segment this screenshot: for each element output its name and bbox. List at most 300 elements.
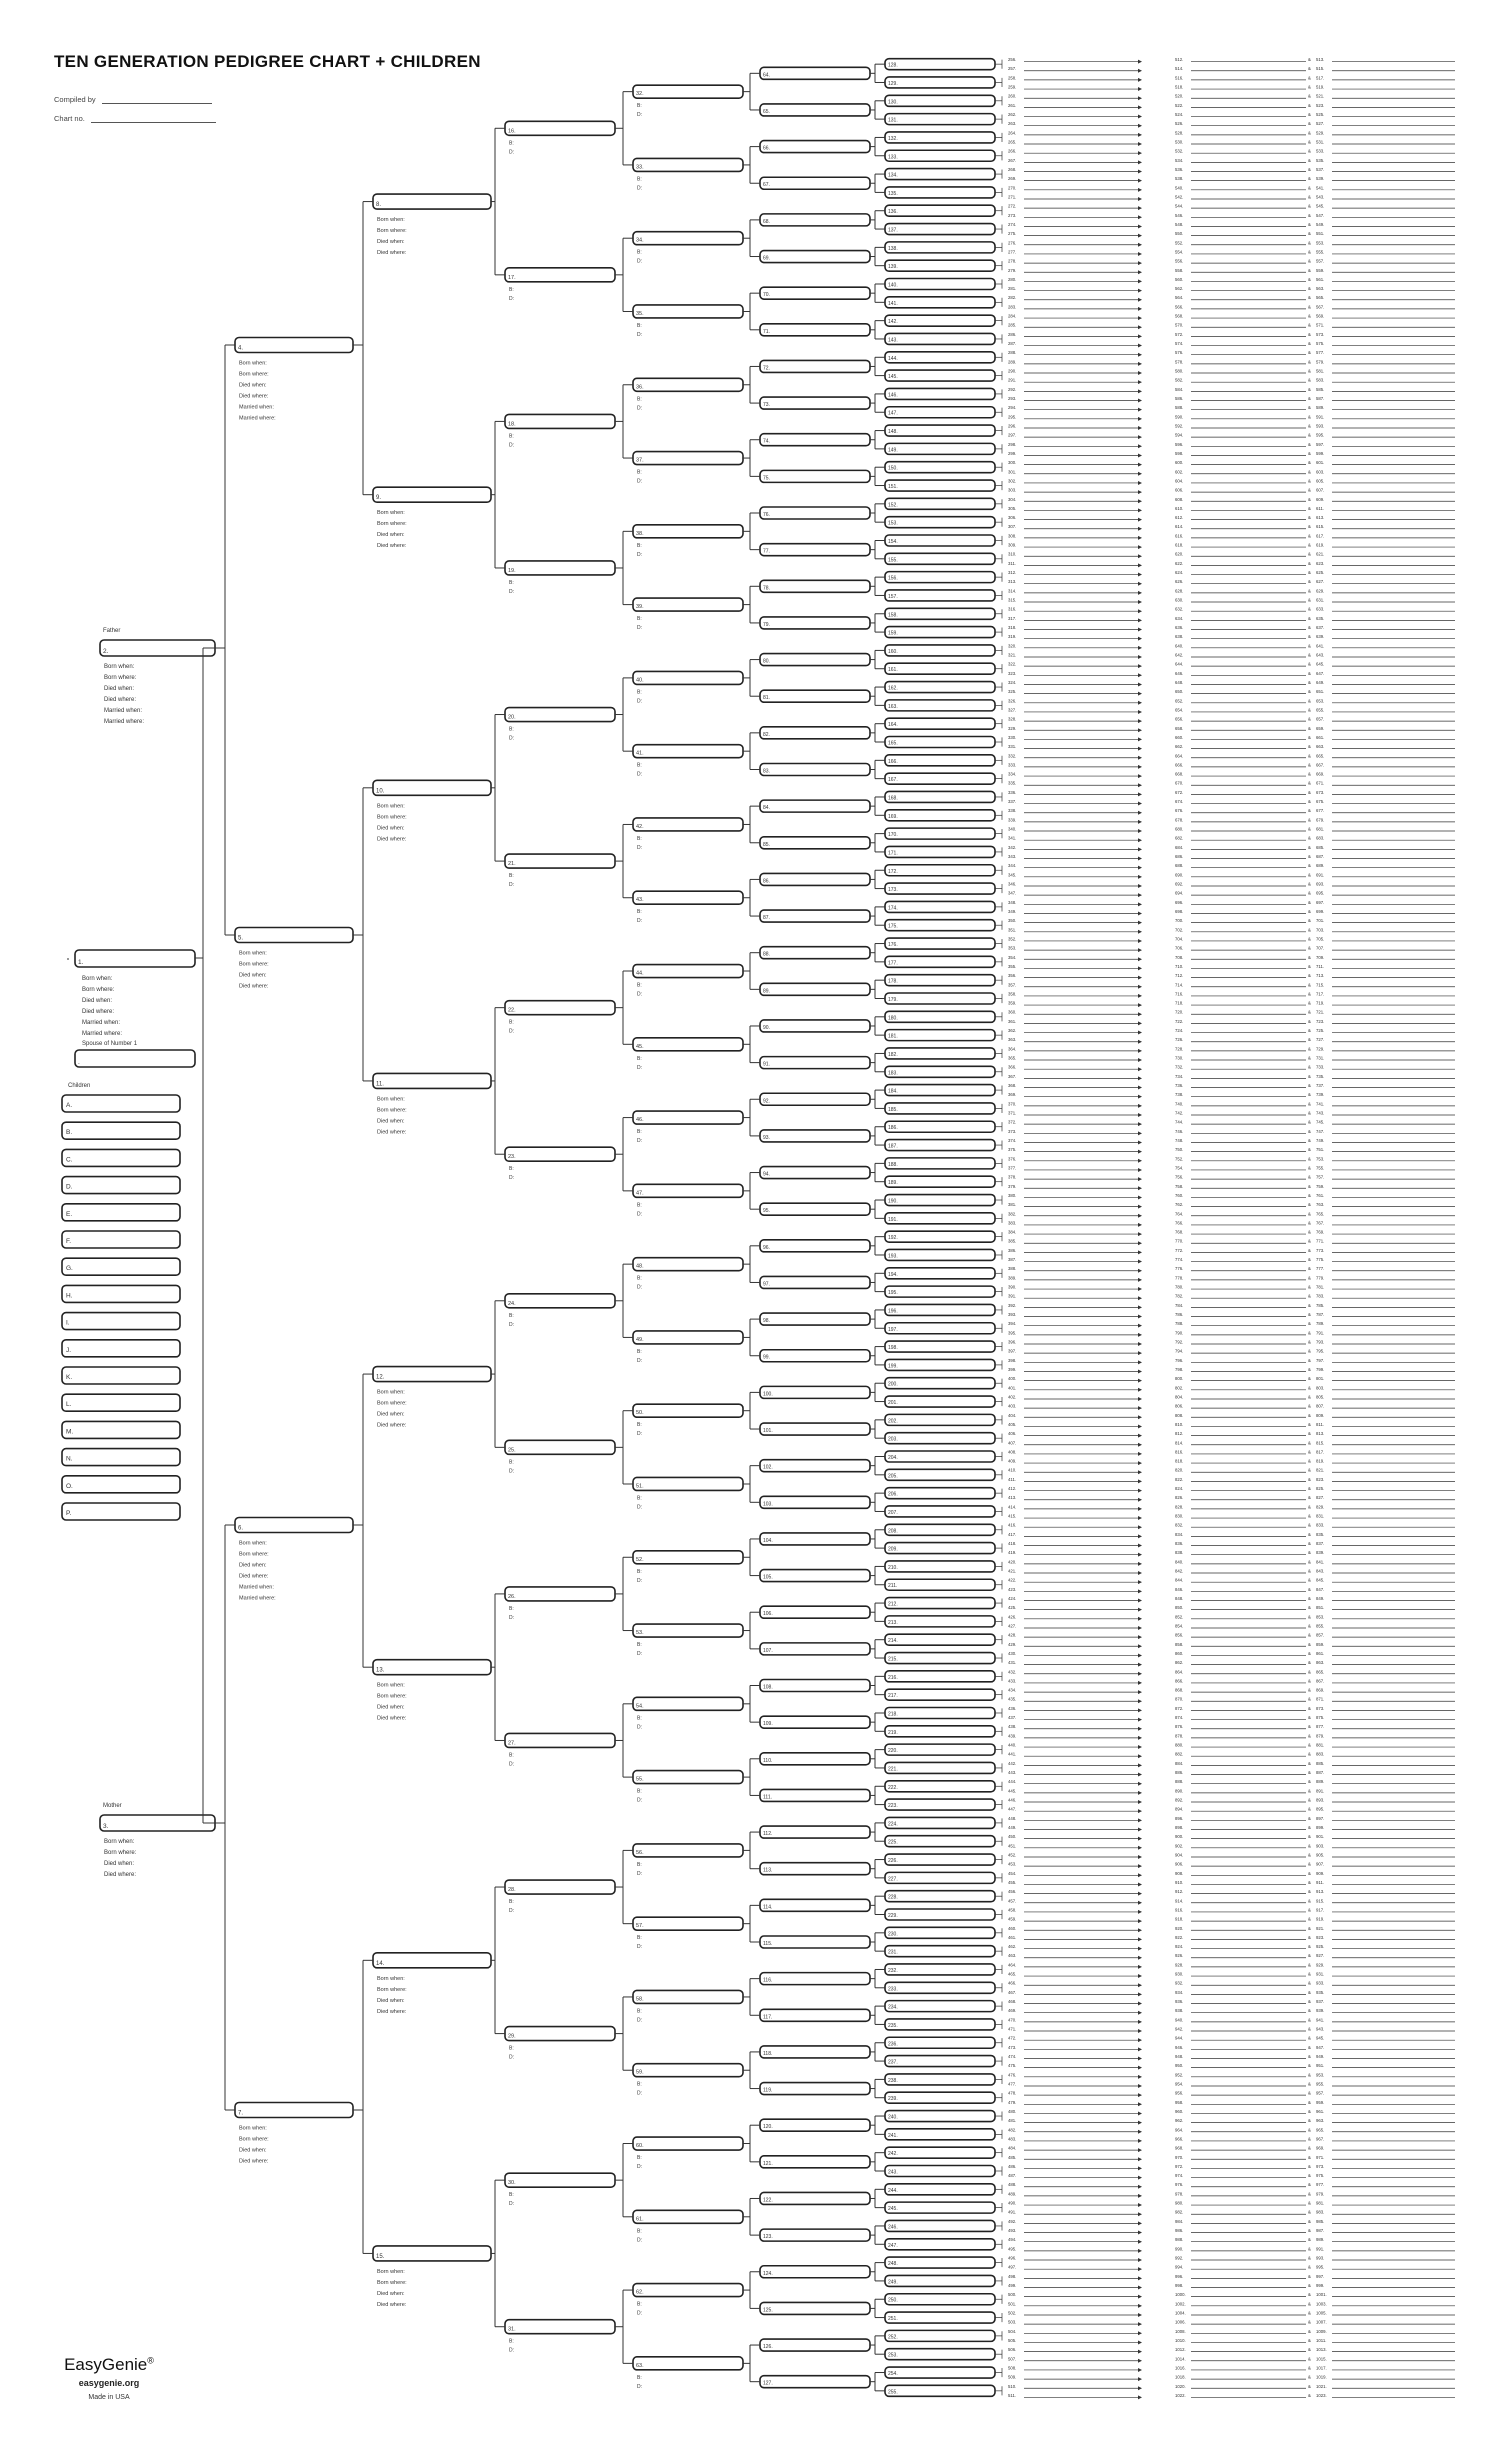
person-229-box[interactable] — [885, 1909, 995, 1920]
person-120-box[interactable] — [760, 2119, 870, 2131]
person-173-box[interactable] — [885, 883, 995, 894]
person-113-box[interactable] — [760, 1863, 870, 1875]
person-133-box[interactable] — [885, 150, 995, 161]
person-179-box[interactable] — [885, 993, 995, 1004]
person-136-box[interactable] — [885, 205, 995, 216]
person-110-box-number: 110. — [763, 1757, 773, 1764]
person-228-box[interactable] — [885, 1891, 995, 1902]
person-160-box[interactable] — [885, 645, 995, 656]
person-75-box[interactable] — [760, 470, 870, 482]
person-42-box[interactable] — [633, 818, 743, 831]
person-149-box[interactable] — [885, 443, 995, 454]
person-144-box[interactable] — [885, 352, 995, 363]
person-252-box[interactable] — [885, 2330, 995, 2341]
person-110-box[interactable] — [760, 1753, 870, 1765]
person-246-box[interactable] — [885, 2220, 995, 2231]
person-112-box[interactable] — [760, 1826, 870, 1838]
person-1-box[interactable] — [75, 950, 195, 967]
person-211-box[interactable] — [885, 1579, 995, 1590]
person-63-box[interactable] — [633, 2357, 743, 2370]
person-193-box[interactable] — [885, 1249, 995, 1260]
person-61-box[interactable] — [633, 2210, 743, 2223]
person-24-box[interactable] — [505, 1294, 615, 1308]
person-146-box[interactable] — [885, 388, 995, 399]
person-250-box[interactable] — [885, 2294, 995, 2305]
person-169-box[interactable] — [885, 810, 995, 821]
person-147-box[interactable] — [885, 407, 995, 418]
person-223-box[interactable] — [885, 1799, 995, 1810]
person-227-box[interactable] — [885, 1872, 995, 1883]
person-184-box[interactable] — [885, 1085, 995, 1096]
person-83-box[interactable] — [760, 763, 870, 775]
person-185-box[interactable] — [885, 1103, 995, 1114]
person-19-box[interactable] — [505, 561, 615, 575]
person-216-box[interactable] — [885, 1671, 995, 1682]
person-213-box[interactable] — [885, 1616, 995, 1627]
person-93-box[interactable] — [760, 1130, 870, 1142]
person-10-box[interactable] — [373, 780, 491, 795]
person-233-box[interactable] — [885, 1982, 995, 1993]
person-205-box[interactable] — [885, 1469, 995, 1480]
person-237-box[interactable] — [885, 2056, 995, 2067]
person-46-box[interactable] — [633, 1111, 743, 1124]
and-separator: & — [1308, 359, 1311, 365]
person-118-box[interactable] — [760, 2046, 870, 2058]
person-57-box[interactable] — [633, 1917, 743, 1930]
person-128-box[interactable] — [885, 59, 995, 70]
person-52-box[interactable] — [633, 1551, 743, 1564]
person-222-box[interactable] — [885, 1781, 995, 1792]
arrow-icon — [1138, 563, 1142, 567]
person-998-number: 998. — [1175, 2282, 1184, 2288]
child-box[interactable] — [62, 1449, 180, 1466]
person-255-box[interactable] — [885, 2385, 995, 2396]
person-12-box[interactable] — [373, 1367, 491, 1382]
person-134-box[interactable] — [885, 169, 995, 180]
person-43-box[interactable] — [633, 891, 743, 904]
person-13-box[interactable] — [373, 1660, 491, 1675]
person-92-box[interactable] — [760, 1093, 870, 1105]
person-26-box[interactable] — [505, 1587, 615, 1601]
person-123-box[interactable] — [760, 2229, 870, 2241]
person-58-box[interactable] — [633, 1990, 743, 2003]
person-59-box[interactable] — [633, 2064, 743, 2077]
person-214-box[interactable] — [885, 1634, 995, 1645]
person-31-box[interactable] — [505, 2320, 615, 2334]
person-14-detail: Born where: — [377, 1986, 407, 1993]
person-186-box[interactable] — [885, 1121, 995, 1132]
person-196-box[interactable] — [885, 1304, 995, 1315]
person-95-box[interactable] — [760, 1203, 870, 1215]
and-separator: & — [1308, 1696, 1311, 1702]
person-129-box[interactable] — [885, 77, 995, 88]
person-140-box[interactable] — [885, 279, 995, 290]
child-box[interactable] — [62, 1177, 180, 1194]
person-239-box[interactable] — [885, 2092, 995, 2103]
person-161-box[interactable] — [885, 663, 995, 674]
person-218-box[interactable] — [885, 1707, 995, 1718]
person-165-box[interactable] — [885, 737, 995, 748]
person-131-box[interactable] — [885, 114, 995, 125]
person-91-box[interactable] — [760, 1057, 870, 1069]
person-192-box[interactable] — [885, 1231, 995, 1242]
child-box[interactable] — [62, 1313, 180, 1330]
person-111-box[interactable] — [760, 1789, 870, 1801]
person-102-box[interactable] — [760, 1460, 870, 1472]
person-248-box[interactable] — [885, 2257, 995, 2268]
person-30-box[interactable] — [505, 2173, 615, 2187]
person-852-number: 852. — [1175, 1614, 1184, 1620]
person-35-box[interactable] — [633, 305, 743, 318]
child-box[interactable] — [62, 1285, 180, 1302]
person-55-box[interactable] — [633, 1771, 743, 1784]
person-166-box[interactable] — [885, 755, 995, 766]
person-47-box[interactable] — [633, 1184, 743, 1197]
person-150-box[interactable] — [885, 462, 995, 473]
person-141-box[interactable] — [885, 297, 995, 308]
person-126-box[interactable] — [760, 2339, 870, 2351]
person-78-box[interactable] — [760, 580, 870, 592]
person-27-box[interactable] — [505, 1733, 615, 1747]
person-68-box-number: 68. — [763, 218, 770, 225]
person-73-box[interactable] — [760, 397, 870, 409]
person-70-box[interactable] — [760, 287, 870, 299]
person-107-box[interactable] — [760, 1643, 870, 1655]
person-127-box[interactable] — [760, 2376, 870, 2388]
person-86-box[interactable] — [760, 873, 870, 885]
person-288-number: 288. — [1008, 350, 1017, 356]
person-145-box[interactable] — [885, 370, 995, 381]
person-162-box[interactable] — [885, 682, 995, 693]
person-100-box[interactable] — [760, 1386, 870, 1398]
person-704-number: 704. — [1175, 936, 1184, 942]
person-215-box[interactable] — [885, 1653, 995, 1664]
person-32-box[interactable] — [633, 85, 743, 98]
person-39-box[interactable] — [633, 598, 743, 611]
person-156-box[interactable] — [885, 572, 995, 583]
person-41-box[interactable] — [633, 745, 743, 758]
person-247-box[interactable] — [885, 2239, 995, 2250]
person-314-number: 314. — [1008, 588, 1017, 594]
person-157-box[interactable] — [885, 590, 995, 601]
person-189-box[interactable] — [885, 1176, 995, 1187]
and-separator: & — [1308, 524, 1311, 530]
person-633-number: 633. — [1316, 606, 1325, 612]
person-82-box[interactable] — [760, 727, 870, 739]
person-164-box[interactable] — [885, 718, 995, 729]
child-box[interactable] — [62, 1231, 180, 1248]
person-40-box[interactable] — [633, 671, 743, 684]
person-37-box[interactable] — [633, 452, 743, 465]
person-74-box[interactable] — [760, 434, 870, 446]
person-246-box-number: 246. — [888, 2224, 898, 2231]
person-167-box[interactable] — [885, 773, 995, 784]
person-234-box[interactable] — [885, 2001, 995, 2012]
person-18-box[interactable] — [505, 414, 615, 428]
person-17-box[interactable] — [505, 268, 615, 282]
person-5-box[interactable] — [235, 928, 353, 943]
person-115-box[interactable] — [760, 1936, 870, 1948]
person-76-box[interactable] — [760, 507, 870, 519]
person-64-box[interactable] — [760, 67, 870, 79]
person-212-box[interactable] — [885, 1598, 995, 1609]
arrow-icon — [1138, 600, 1142, 604]
person-221-box[interactable] — [885, 1762, 995, 1773]
person-62-box[interactable] — [633, 2284, 743, 2297]
person-224-box[interactable] — [885, 1817, 995, 1828]
person-88-box[interactable] — [760, 947, 870, 959]
person-44-box[interactable] — [633, 965, 743, 978]
person-159-box[interactable] — [885, 627, 995, 638]
child-letter: B. — [66, 1129, 73, 1137]
person-151-box[interactable] — [885, 480, 995, 491]
person-77-box[interactable] — [760, 544, 870, 556]
person-53-box[interactable] — [633, 1624, 743, 1637]
person-105-box[interactable] — [760, 1570, 870, 1582]
person-238-box[interactable] — [885, 2074, 995, 2085]
person-80-box[interactable] — [760, 654, 870, 666]
person-114-box[interactable] — [760, 1899, 870, 1911]
person-16-box[interactable] — [505, 121, 615, 135]
person-168-box[interactable] — [885, 791, 995, 802]
person-103-box[interactable] — [760, 1496, 870, 1508]
person-2-box[interactable] — [100, 640, 215, 656]
child-box[interactable] — [62, 1204, 180, 1221]
person-89-box[interactable] — [760, 983, 870, 995]
person-220-box[interactable] — [885, 1744, 995, 1755]
person-108-box[interactable] — [760, 1680, 870, 1692]
person-124-box[interactable] — [760, 2266, 870, 2278]
person-87-box[interactable] — [760, 910, 870, 922]
person-148-box[interactable] — [885, 425, 995, 436]
person-235-box[interactable] — [885, 2019, 995, 2030]
person-236-box[interactable] — [885, 2037, 995, 2048]
person-251-box[interactable] — [885, 2312, 995, 2323]
arrow-icon — [1138, 802, 1142, 806]
person-183-box[interactable] — [885, 1066, 995, 1077]
person-51-box[interactable] — [633, 1477, 743, 1490]
person-36-box[interactable] — [633, 378, 743, 391]
person-9-box[interactable] — [373, 487, 491, 502]
person-225-box[interactable] — [885, 1836, 995, 1847]
person-21-box[interactable] — [505, 854, 615, 868]
person-195-box[interactable] — [885, 1286, 995, 1297]
person-206-box[interactable] — [885, 1488, 995, 1499]
person-22-box[interactable] — [505, 1001, 615, 1015]
person-182-box[interactable] — [885, 1048, 995, 1059]
person-172-box[interactable] — [885, 865, 995, 876]
person-66-box[interactable] — [760, 141, 870, 153]
person-38-box[interactable] — [633, 525, 743, 538]
person-97-box[interactable] — [760, 1276, 870, 1288]
person-69-box[interactable] — [760, 251, 870, 263]
child-box[interactable] — [62, 1476, 180, 1493]
person-226-box[interactable] — [885, 1854, 995, 1865]
person-15-box[interactable] — [373, 2246, 491, 2261]
person-240-box[interactable] — [885, 2111, 995, 2122]
person-178-box[interactable] — [885, 975, 995, 986]
person-153-box[interactable] — [885, 517, 995, 528]
person-96-box[interactable] — [760, 1240, 870, 1252]
person-119-box[interactable] — [760, 2083, 870, 2095]
person-142-box[interactable] — [885, 315, 995, 326]
person-175-box[interactable] — [885, 920, 995, 931]
person-135-box[interactable] — [885, 187, 995, 198]
person-170-box[interactable] — [885, 828, 995, 839]
person-207-box[interactable] — [885, 1506, 995, 1517]
person-72-box[interactable] — [760, 360, 870, 372]
person-54-box[interactable] — [633, 1697, 743, 1710]
person-241-box[interactable] — [885, 2129, 995, 2140]
person-65-box[interactable] — [760, 104, 870, 116]
person-23-box[interactable] — [505, 1147, 615, 1161]
person-81-box[interactable] — [760, 690, 870, 702]
person-217-box[interactable] — [885, 1689, 995, 1700]
person-29-box[interactable] — [505, 2027, 615, 2041]
person-85-box[interactable] — [760, 837, 870, 849]
person-191-box[interactable] — [885, 1213, 995, 1224]
person-548-number: 548. — [1175, 221, 1184, 227]
person-94-box[interactable] — [760, 1167, 870, 1179]
person-198-box[interactable] — [885, 1341, 995, 1352]
person-202-box[interactable] — [885, 1414, 995, 1425]
arrow-icon — [1138, 966, 1142, 970]
person-201-box[interactable] — [885, 1396, 995, 1407]
person-230-box[interactable] — [885, 1927, 995, 1938]
person-98-box[interactable] — [760, 1313, 870, 1325]
person-3-box[interactable] — [100, 1815, 215, 1831]
person-109-box[interactable] — [760, 1716, 870, 1728]
person-6-box[interactable] — [235, 1518, 353, 1533]
person-194-box[interactable] — [885, 1268, 995, 1279]
person-187-box[interactable] — [885, 1140, 995, 1151]
person-154-box[interactable] — [885, 535, 995, 546]
person-84-box[interactable] — [760, 800, 870, 812]
person-180-box[interactable] — [885, 1011, 995, 1022]
person-243-box[interactable] — [885, 2165, 995, 2176]
person-245-box[interactable] — [885, 2202, 995, 2213]
person-242-box[interactable] — [885, 2147, 995, 2158]
person-254-box[interactable] — [885, 2367, 995, 2378]
person-244-box[interactable] — [885, 2184, 995, 2195]
person-121-box[interactable] — [760, 2156, 870, 2168]
person-359-number: 359. — [1008, 1000, 1017, 1006]
person-878-number: 878. — [1175, 1733, 1184, 1739]
person-171-box[interactable] — [885, 846, 995, 857]
person-71-box[interactable] — [760, 324, 870, 336]
person-48-box[interactable] — [633, 1258, 743, 1271]
person-132-box[interactable] — [885, 132, 995, 143]
person-210-box[interactable] — [885, 1561, 995, 1572]
child-box[interactable] — [62, 1149, 180, 1166]
child-box[interactable] — [62, 1503, 180, 1520]
person-143-box[interactable] — [885, 333, 995, 344]
person-20-box[interactable] — [505, 708, 615, 722]
person-99-box[interactable] — [760, 1350, 870, 1362]
person-204-box[interactable] — [885, 1451, 995, 1462]
person-139-box[interactable] — [885, 260, 995, 271]
person-177-box[interactable] — [885, 956, 995, 967]
person-7-box[interactable] — [235, 2103, 353, 2118]
person-117-box[interactable] — [760, 2009, 870, 2021]
child-box[interactable] — [62, 1122, 180, 1139]
spouse-box[interactable] — [75, 1050, 195, 1067]
child-box[interactable] — [62, 1367, 180, 1384]
person-232-box[interactable] — [885, 1964, 995, 1975]
person-992-number: 992. — [1175, 2255, 1184, 2261]
person-181-box[interactable] — [885, 1030, 995, 1041]
person-50-box[interactable] — [633, 1404, 743, 1417]
person-28-box[interactable] — [505, 1880, 615, 1894]
person-49-box[interactable] — [633, 1331, 743, 1344]
person-90-box[interactable] — [760, 1020, 870, 1032]
person-231-box[interactable] — [885, 1946, 995, 1957]
person-68-box[interactable] — [760, 214, 870, 226]
person-79-box[interactable] — [760, 617, 870, 629]
person-152-box[interactable] — [885, 498, 995, 509]
person-60-born: B: — [637, 2155, 642, 2162]
person-11-box[interactable] — [373, 1073, 491, 1088]
person-125-box[interactable] — [760, 2302, 870, 2314]
person-209-box[interactable] — [885, 1543, 995, 1554]
child-box[interactable] — [62, 1421, 180, 1438]
person-203-box[interactable] — [885, 1433, 995, 1444]
person-199-box[interactable] — [885, 1359, 995, 1370]
person-67-box[interactable] — [760, 177, 870, 189]
person-219-box[interactable] — [885, 1726, 995, 1737]
person-106-box[interactable] — [760, 1606, 870, 1618]
and-separator: & — [1308, 1385, 1311, 1391]
person-101-box[interactable] — [760, 1423, 870, 1435]
person-138-box[interactable] — [885, 242, 995, 253]
person-164-box-number: 164. — [888, 722, 898, 729]
person-4-box[interactable] — [235, 338, 353, 353]
person-249-box[interactable] — [885, 2275, 995, 2286]
person-188-box[interactable] — [885, 1158, 995, 1169]
person-8-box[interactable] — [373, 194, 491, 209]
person-33-box[interactable] — [633, 158, 743, 171]
brand-url[interactable]: easygenie.org — [78, 2378, 140, 2388]
person-169-box-number: 169. — [888, 813, 898, 820]
child-box[interactable] — [62, 1340, 180, 1357]
person-60-box[interactable] — [633, 2137, 743, 2150]
person-25-box[interactable] — [505, 1440, 615, 1454]
person-137-box[interactable] — [885, 224, 995, 235]
person-56-box[interactable] — [633, 1844, 743, 1857]
child-box[interactable] — [62, 1394, 180, 1411]
person-45-box[interactable] — [633, 1038, 743, 1051]
person-190-box[interactable] — [885, 1195, 995, 1206]
arrow-icon — [1138, 957, 1142, 961]
person-104-box[interactable] — [760, 1533, 870, 1545]
person-208-box[interactable] — [885, 1524, 995, 1535]
person-130-box[interactable] — [885, 95, 995, 106]
person-200-box[interactable] — [885, 1378, 995, 1389]
person-122-box[interactable] — [760, 2192, 870, 2204]
person-253-box[interactable] — [885, 2349, 995, 2360]
child-box[interactable] — [62, 1258, 180, 1275]
person-34-box[interactable] — [633, 232, 743, 245]
child-box[interactable] — [62, 1095, 180, 1112]
person-176-box[interactable] — [885, 938, 995, 949]
person-174-box[interactable] — [885, 901, 995, 912]
person-155-box[interactable] — [885, 553, 995, 564]
person-14-box[interactable] — [373, 1953, 491, 1968]
person-197-box[interactable] — [885, 1323, 995, 1334]
person-163-box[interactable] — [885, 700, 995, 711]
person-116-box[interactable] — [760, 1973, 870, 1985]
person-158-box[interactable] — [885, 608, 995, 619]
